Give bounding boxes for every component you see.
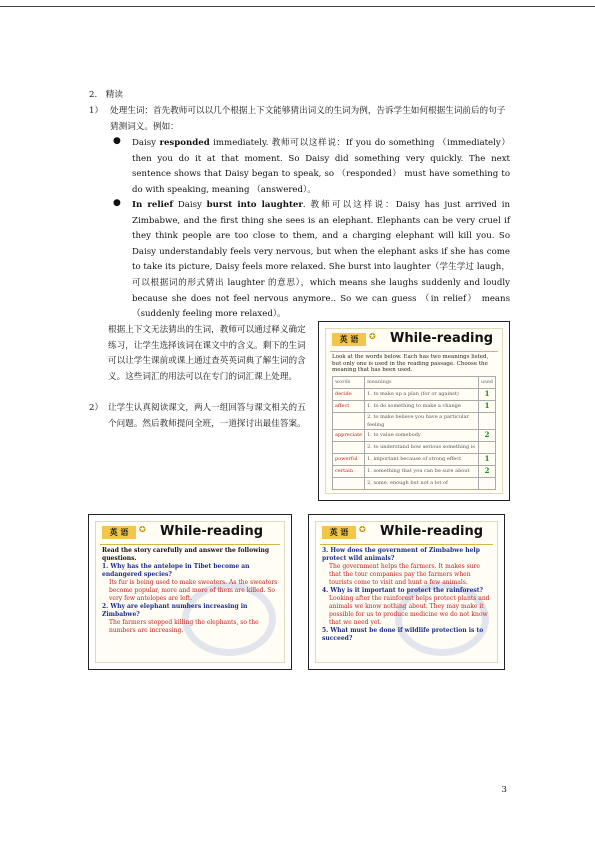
vocab-word: certain [333,465,365,477]
star-icon: ✪ [369,332,376,341]
vocab-word [333,477,365,489]
step-number: 2） [89,403,104,413]
slide-questions-2 [308,514,505,670]
vocab-table [332,376,496,490]
answer: The farmers stopped killing the elephants, so the numbers are increasing. [109,619,259,634]
question: 1. Why has the antelope in Tibet become an endangered species? [102,563,250,578]
step-1-paragraph [89,104,509,135]
table-row [333,429,496,441]
vocab-word: powerful [333,453,365,465]
question: 4. Why is it important to protect the rainforest? [322,587,484,594]
column-header: used [479,376,496,388]
vocab-used [479,477,496,489]
star-icon: ✪ [359,525,366,534]
step-number: 1） [89,106,104,116]
table-row [333,412,496,429]
vocab-meaning: 1. to make up a plan (for or against) [365,388,479,400]
question: 2. Why are elephant numbers increasing in Zimbabwe? [102,603,248,618]
table-row [333,441,496,453]
vocab-used [479,412,496,429]
vocab-used [479,441,496,453]
table-row [333,400,496,412]
subject-tag: 英 语 [102,526,136,539]
table-row [333,453,496,465]
example-2 [132,198,510,323]
section-heading: 2. 精读 [89,90,123,100]
subject-tag: 英 语 [332,333,366,346]
slide-title: While-reading [390,331,494,346]
slide-questions-1 [88,514,292,670]
vocab-word: decide [333,388,365,400]
column-header: meanings [365,376,479,388]
bullet-icon: ● [113,136,121,146]
vocab-meaning: 2. to make believe you have a particular feeling [365,412,479,429]
step-text: 让学生认真阅读课文，两人一组回答与课文相关的五个问题。然后教师提问全班，一道探讨出最佳答案。 [108,403,306,429]
table-row [333,477,496,489]
star-icon: ✪ [139,525,146,534]
slide-vocabulary [318,321,510,501]
slide-rule [100,544,280,545]
question: 3. How does the government of Zimbabwe help protect wild animals? [322,547,480,562]
slide-title: While-reading [160,524,264,539]
question: 5. What must be done if wildlife protection is to succeed? [322,627,484,642]
example-explanation: . 教师可以这样说：Daisy has just arrived in Zimbabwe, and the first thing she sees is an elephant. Elephants can be very cruel if they think people are too close to them, and a charging elephant will kill you. So Daisy understandably feels very nervous, but when the elephant asks if she has come to take its picture, Daisy feels more relaxed. She burst into laughter（学生学过 laugh，可以根据词的形式猜出 laughter 的意思），which means she laughs suddenly and loudly because she does not feel nervous anymore.. So we can guess （in relief） means （suddenly feeling more relaxed）。 [132,200,510,320]
vocab-meaning: 2. some, enough but not a lot of [365,477,479,489]
vocab-used: 2 [479,465,496,477]
vocab-used: 2 [479,429,496,441]
vocab-meaning: 1. to do something to make a change [365,400,479,412]
vocab-used: 1 [479,453,496,465]
vocab-paragraph: 根据上下文无法猜出的生词，教师可以通过释义确定练习，让学生选择该词在课文中的含义。剩下的生词可以让学生课前或课上通过查英英词典了解生词的含义。这些词汇的用法可以在专门的词汇课上处理。 [108,325,306,382]
target-word: In relief [132,200,174,210]
answer: Looking after the rainforest helps protect plants and animals we know nothing about. They may make it possible for us to produce medicine we do not know that we need yet. [329,595,490,626]
answer: The government helps the farmers. It makes sure that the tour companies pay the farmers when tourists come to visit and hunt a few animals. [329,563,480,586]
slide-instruction: Look at the words below. Each has two meanings listed, but only one is used in the reading passage. Choose the meaning that has been used. [332,354,489,373]
subject-tag: 英 语 [322,526,356,539]
example-text: Daisy [173,200,207,210]
example-text: Daisy [132,138,160,148]
bullet-icon: ● [113,198,121,208]
header-rule [0,6,595,7]
step-text: 处理生词：首先教师可以以几个根据上下文能够猜出词义的生词为例，告诉学生如何根据生词前后的句子猜测词义。例如： [110,106,506,132]
vocab-meaning: 1. to value somebody [365,429,479,441]
slide-rule [330,351,498,352]
column-header: words [333,376,365,388]
table-header-row [333,376,496,388]
target-word: responded [159,138,210,148]
example-1 [132,136,510,198]
table-row [333,388,496,400]
slide-instruction: Read the story carefully and answer the following questions. [102,547,270,562]
vocab-word [333,441,365,453]
page-number: 3 [501,785,507,795]
step-2-paragraph [89,401,309,432]
vocab-used: 1 [479,388,496,400]
example-explanation: immediately. 教师可以这样说：If you do something （immediately） then you do it at that moment. So Daisy did something very quickly. The next sentence shows that Daisy began to speak, so （responded） must have something to do with speaking, meaning （answered）。 [132,138,511,195]
vocab-meaning: 1. important because of strong effect [365,453,479,465]
vocab-word: affect [333,400,365,412]
answer: Its fur is being used to make sweaters. As the sweaters become popular, more and more of them are killed. So very few antelopes are left. [109,579,278,602]
vocab-word: appreciate [333,429,365,441]
vocab-word [333,412,365,429]
vocab-used: 1 [479,400,496,412]
target-word: burst into laughter [206,200,303,210]
slide-rule [320,544,493,545]
vocab-meaning: 1. something that you can be sure about [365,465,479,477]
vocab-meaning: 2. to understand how serious something is [365,441,479,453]
table-row [333,465,496,477]
slide-title: While-reading [380,524,484,539]
